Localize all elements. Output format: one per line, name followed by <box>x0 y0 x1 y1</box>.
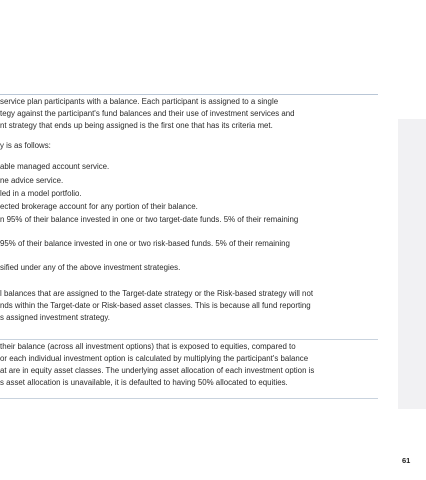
equity-line: s asset allocation is unavailable, it is defaulted to having 50% allocated to equities. <box>0 378 288 387</box>
list-item: ne advice service. <box>0 176 64 185</box>
bottom-divider <box>0 398 378 399</box>
list-item: ected brokerage account for any portion of their balance. <box>0 202 198 211</box>
note-line: l balances that are assigned to the Target-date strategy or the Risk-based strategy will not <box>0 289 314 298</box>
page-number: 61 <box>402 456 411 465</box>
section-divider <box>0 339 378 340</box>
intro-line: tegy against the participant's fund balances and their use of investment services and <box>0 109 295 118</box>
list-item: led in a model portfolio. <box>0 189 82 198</box>
list-item: sified under any of the above investment strategies. <box>0 263 181 272</box>
list-item: able managed account service. <box>0 162 110 171</box>
list-lead: y is as follows: <box>0 141 51 150</box>
list-item: n 95% of their balance invested in one or two target-date funds. 5% of their remaining <box>0 215 299 224</box>
sidebar-panel <box>398 119 426 409</box>
top-divider <box>0 94 378 95</box>
equity-line: at are in equity asset classes. The underlying asset allocation of each investment option is <box>0 366 315 375</box>
equity-line: or each individual investment option is calculated by multiplying the participant's balance <box>0 354 309 363</box>
note-line: nds within the Target-date or Risk-based asset classes. This is because all fund reporting <box>0 301 311 310</box>
intro-line: nt strategy that ends up being assigned is the first one that has its criteria met. <box>0 121 273 130</box>
equity-line: their balance (across all investment options) that is exposed to equities, compared to <box>0 342 296 351</box>
intro-line: service plan participants with a balance. Each participant is assigned to a single <box>0 97 279 106</box>
list-item: 95% of their balance invested in one or two risk-based funds. 5% of their remaining <box>0 239 290 248</box>
note-line: s assigned investment strategy. <box>0 313 110 322</box>
